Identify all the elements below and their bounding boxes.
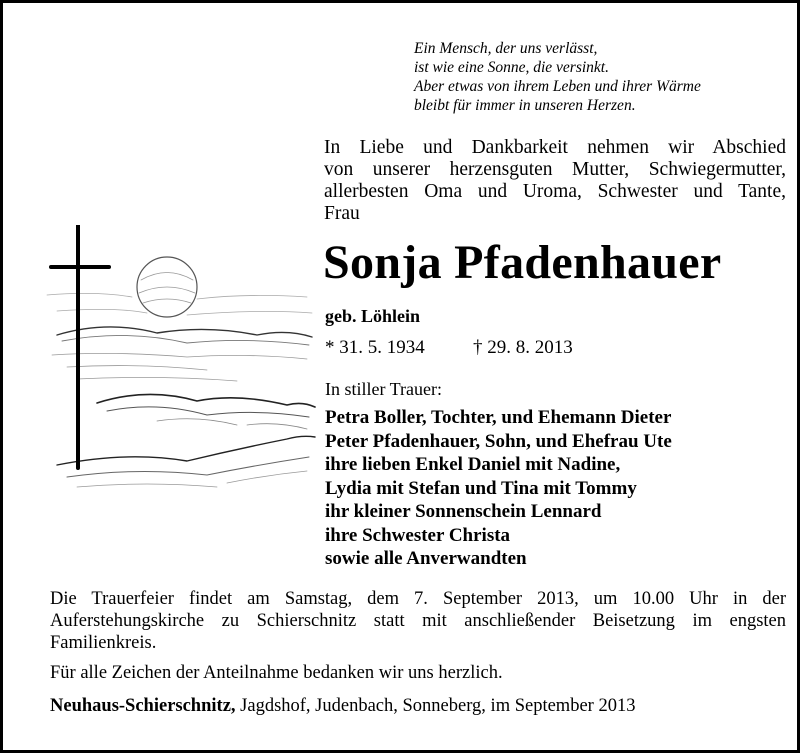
life-dates bbox=[325, 337, 573, 359]
mourner-line: Petra Boller, Tochter, und Ehemann Dieter bbox=[325, 407, 672, 428]
thanks-note: Für alle Zeichen der Anteilnahme bedanken wir uns herzlich. bbox=[50, 663, 503, 683]
farewell-intro bbox=[324, 137, 786, 225]
deceased-name: Sonja Pfadenhauer bbox=[323, 236, 722, 289]
poem bbox=[414, 39, 784, 115]
death-date: † 29. 8. 2013 bbox=[473, 337, 573, 358]
service-line: Die Trauerfeier findet am Samstag, dem 7. September 2013, um 10.00 Uhr in der bbox=[50, 589, 786, 609]
intro-line: von unserer herzensguten Mutter, Schwiegermutter, bbox=[324, 159, 786, 180]
place-and-date bbox=[50, 695, 635, 717]
poem-line: Ein Mensch, der uns verlässt, bbox=[414, 40, 598, 57]
maiden-name: geb. Löhlein bbox=[325, 306, 421, 326]
service-line: Familienkreis. bbox=[50, 633, 157, 653]
place-primary: Neuhaus-Schierschnitz, bbox=[50, 696, 236, 716]
mourner-line: Peter Pfadenhauer, Sohn, und Ehefrau Ute bbox=[325, 430, 672, 452]
service-line: Auferstehungskirche zu Schierschnitz statt mit anschließender Beisetzung im engsten bbox=[50, 611, 786, 631]
mourner-line: ihre Schwester Christa bbox=[325, 524, 511, 546]
mourner-line: ihr kleiner Sonnenschein Lennard bbox=[325, 501, 602, 522]
mourner-line: ihre lieben Enkel Daniel mit Nadine, bbox=[325, 454, 621, 475]
mourners-list bbox=[325, 406, 672, 571]
poem-line: ist wie eine Sonne, die versinkt. bbox=[414, 59, 609, 76]
intro-line: allerbesten Oma und Uroma, Schwester und Tante, bbox=[324, 181, 786, 202]
funeral-service-notice bbox=[50, 588, 786, 654]
mourner-line: sowie alle Anverwandten bbox=[325, 548, 527, 569]
birth-date: * 31. 5. 1934 bbox=[325, 337, 425, 358]
poem-line: bleibt für immer in unseren Herzen. bbox=[414, 97, 636, 114]
place-secondary: Jagdshof, Judenbach, Sonneberg, im September 2013 bbox=[235, 696, 636, 716]
mourning-intro: In stiller Trauer: bbox=[325, 379, 442, 399]
mourner-line: Lydia mit Stefan und Tina mit Tommy bbox=[325, 477, 637, 499]
intro-line: In Liebe und Dankbarkeit nehmen wir Abschied bbox=[324, 137, 786, 158]
intro-line: Frau bbox=[324, 203, 360, 224]
poem-line: Aber etwas von ihrem Leben und ihrer Wärme bbox=[414, 78, 701, 95]
cross-and-sunset-icon bbox=[37, 225, 319, 501]
